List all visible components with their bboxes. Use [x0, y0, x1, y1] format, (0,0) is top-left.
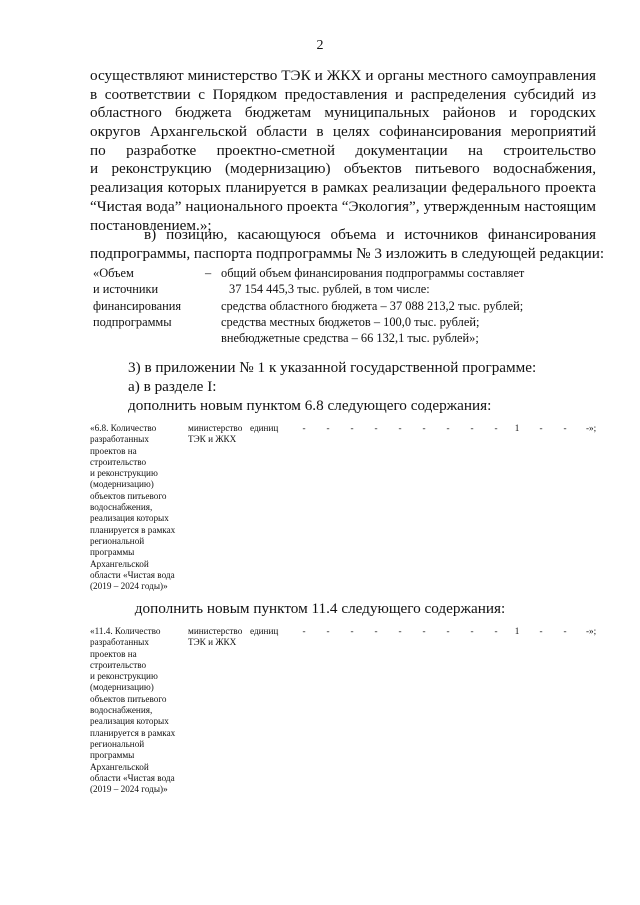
name-line: «11.4. Количество	[90, 626, 161, 636]
row-6-8-end: -»;	[586, 423, 597, 433]
name-line: проектов на	[90, 648, 137, 659]
value-cell: -	[470, 423, 474, 433]
name-line: строительство	[90, 456, 147, 467]
name-line: объектов питьевого	[90, 693, 167, 704]
name-line: области «Чистая вода	[90, 772, 175, 783]
row-11-4-unit: единиц	[250, 626, 279, 636]
name-line: программы	[90, 750, 135, 761]
name-line: реализация которых	[90, 716, 169, 727]
name-line: строительство	[90, 659, 147, 670]
resp-line: министерство	[188, 626, 243, 636]
value-cell: -	[422, 626, 426, 636]
item-3: 3) в приложении № 1 к указанной государственной программе:	[128, 359, 537, 376]
intro-line: реализация которых планируется в рамках реализации федерального проекта	[90, 179, 596, 197]
name-line: разработанных	[90, 434, 149, 445]
intro-line: областного бюджета бюджетам муниципальных районов и городских	[90, 104, 596, 122]
value-cell: -	[494, 423, 498, 433]
value-cell: -	[302, 423, 306, 433]
passport-content-line: внебюджетные средства – 66 132,1 тыс. рублей»;	[221, 331, 479, 346]
name-line: разработанных	[90, 637, 149, 648]
passport-content-line: общий объем финансирования подпрограммы составляет	[221, 266, 525, 280]
name-line: Архангельской	[90, 761, 149, 772]
row-6-8-unit: единиц	[250, 423, 279, 433]
value-cell: -	[446, 423, 450, 433]
name-line: (2019 – 2024 годы)»	[90, 581, 168, 592]
intro-paragraph	[90, 67, 596, 235]
passport-label-line: «Объем	[93, 266, 134, 280]
value-cell: -	[398, 423, 402, 433]
value-cell: -	[494, 626, 498, 636]
intro-line: постановлением.»;	[90, 216, 212, 234]
passport-content	[221, 265, 597, 346]
row-6-8-responsible	[188, 423, 248, 446]
value-cell: -	[563, 626, 567, 636]
passport-label-line: и источники	[93, 282, 159, 297]
row-6-8-name	[90, 423, 184, 592]
name-line: (2019 – 2024 годы)»	[90, 784, 168, 795]
value-cell: -	[350, 626, 354, 636]
intro-line: и реконструкцию (модернизацию) объектов питьевого водоснабжения,	[90, 160, 596, 178]
add-6-8-heading: дополнить новым пунктом 6.8 следующего содержания:	[128, 397, 492, 414]
value-cell: 1	[514, 423, 520, 433]
name-line: и реконструкцию	[90, 468, 158, 479]
resp-line: ТЭК и ЖКХ	[188, 637, 237, 648]
resp-line: ТЭК и ЖКХ	[188, 434, 237, 445]
value-cell: -	[422, 423, 426, 433]
passport-content-line: 37 154 445,3 тыс. рублей, в том числе:	[229, 282, 430, 297]
name-line: планируется в рамках	[90, 524, 176, 535]
passport-label-line: подпрограммы	[93, 314, 172, 329]
passport-content-line: средства областного бюджета – 37 088 213,2 тыс. рублей;	[221, 298, 524, 313]
name-line: водоснабжения,	[90, 705, 153, 716]
value-cell: -	[326, 423, 330, 433]
value-cell: -	[326, 626, 330, 636]
item-a: а) в разделе I:	[128, 378, 217, 395]
row-11-4-name	[90, 626, 184, 795]
name-line: планируется в рамках	[90, 727, 176, 738]
intro-line: по разработке проектно-сметной документации на строительство	[90, 141, 596, 159]
add-11-4-heading: дополнить новым пунктом 11.4 следующего содержания:	[134, 600, 506, 617]
passport-label-line: финансирования	[93, 298, 182, 313]
name-line: программы	[90, 547, 135, 558]
value-cell: -	[539, 423, 543, 433]
name-line: области «Чистая вода	[90, 569, 175, 580]
name-line: региональной	[90, 535, 145, 546]
name-line: (модернизацию)	[90, 682, 154, 693]
value-cell: -	[374, 626, 378, 636]
value-cell: -	[470, 626, 474, 636]
name-line: «6.8. Количество	[90, 423, 157, 433]
page-number: 2	[316, 38, 324, 53]
name-line: реализация которых	[90, 513, 169, 524]
value-cell: -	[374, 423, 378, 433]
item-b-line: в) позицию, касающуюся объема и источников финансирования	[144, 226, 596, 243]
value-cell: -	[350, 423, 354, 433]
intro-line: в соответствии с Порядком предоставления и распределения субсидий из	[90, 85, 596, 103]
row-11-4-responsible	[188, 626, 248, 649]
intro-line: осуществляют министерство ТЭК и ЖКХ и органы местного самоуправления	[90, 67, 596, 84]
passport-dash: –	[205, 266, 212, 280]
value-cell: 1	[514, 626, 520, 636]
name-line: Архангельской	[90, 558, 149, 569]
name-line: и реконструкцию	[90, 671, 158, 682]
item-b-line: подпрограммы, паспорта подпрограммы № 3 изложить в следующей редакции:	[90, 244, 605, 262]
intro-line: “Чистая вода” национального проекта “Экология”, утвержденным настоящим	[90, 197, 596, 215]
value-cell: -	[302, 626, 306, 636]
name-line: водоснабжения,	[90, 502, 153, 513]
passport-content-line: средства местных бюджетов – 100,0 тыс. рублей;	[221, 314, 480, 329]
value-cell: -	[539, 626, 543, 636]
intro-line: округов Архангельской области в целях софинансирования мероприятий	[90, 123, 596, 141]
value-cell: -	[563, 423, 567, 433]
passport-label	[93, 265, 203, 330]
name-line: объектов питьевого	[90, 490, 167, 501]
name-line: проектов на	[90, 445, 137, 456]
value-cell: -	[446, 626, 450, 636]
value-cell: -	[398, 626, 402, 636]
item-b-paragraph	[90, 226, 605, 263]
name-line: региональной	[90, 738, 145, 749]
name-line: (модернизацию)	[90, 479, 154, 490]
resp-line: министерство	[188, 423, 243, 433]
row-11-4-end: -»;	[586, 626, 597, 636]
